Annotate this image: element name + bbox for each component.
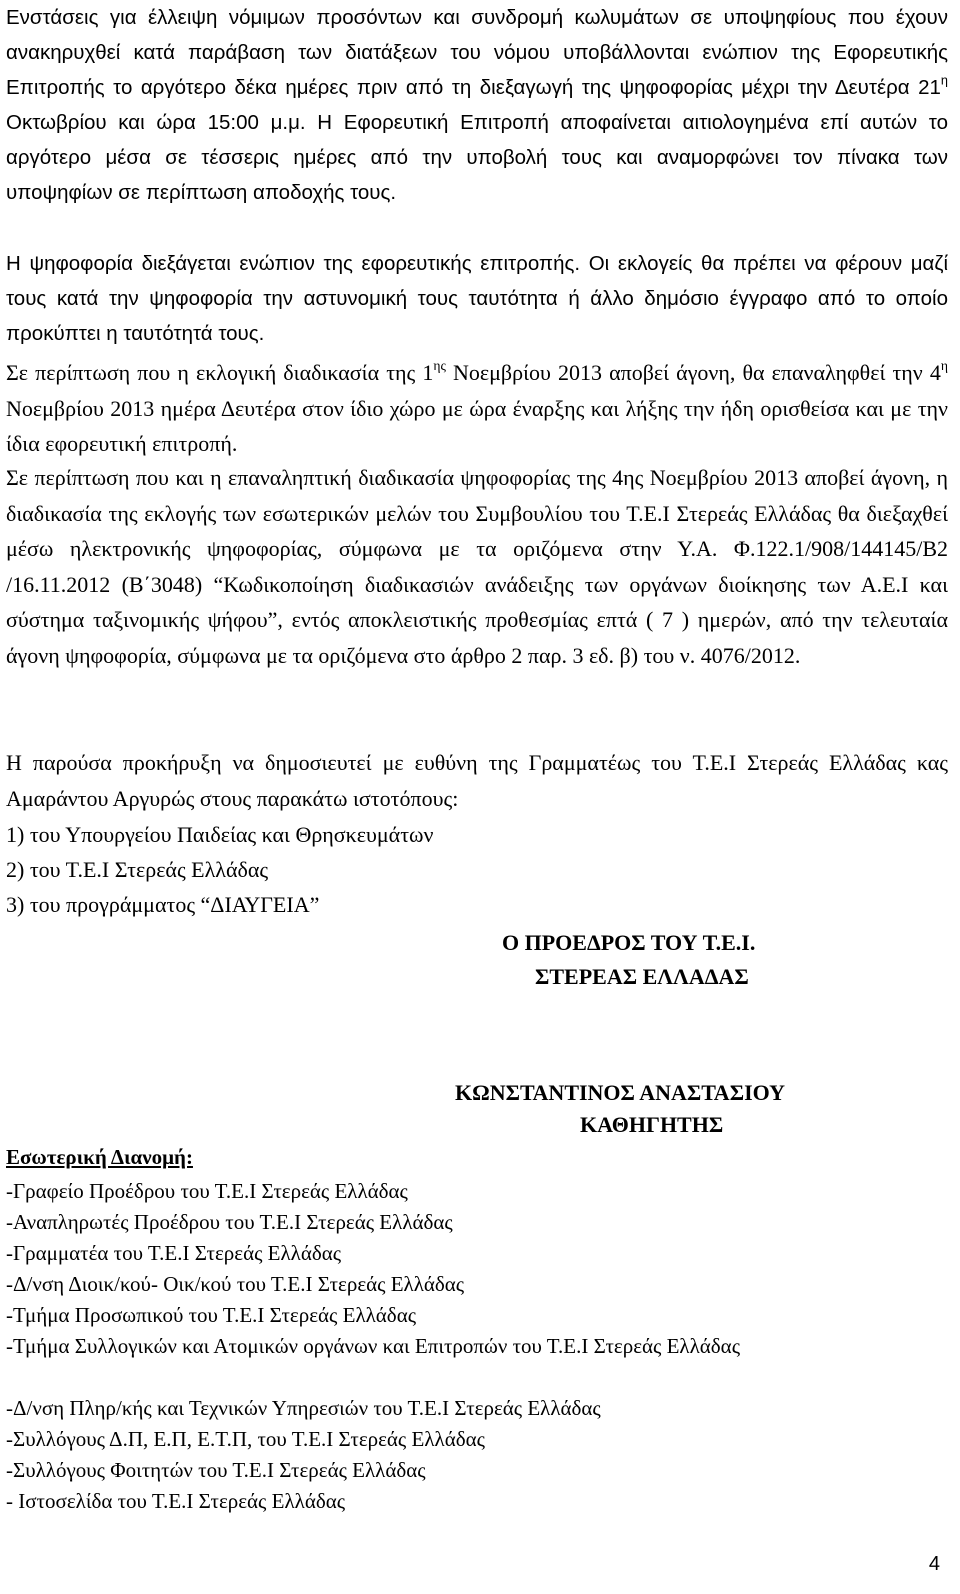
- distribution-item: -Δ/νση Διοικ/κού- Οικ/κού του Τ.Ε.Ι Στερεάς Ελλάδας: [6, 1272, 465, 1296]
- ordinal-superscript: η: [940, 357, 948, 373]
- publication-paragraph: Η παρούσα προκήρυξη να δημοσιευτεί με ευθύνη της Γραμματέως του Τ.Ε.Ι Στερεάς Ελλάδας κας Αμαράντου Αργυρώς στους παρακάτω ιστοτόπους:: [6, 750, 948, 811]
- website-item: 2) του Τ.Ε.Ι Στερεάς Ελλάδας: [6, 857, 269, 882]
- signatory-name: ΚΩΝΣΤΑΝΤΙΝΟΣ ΑΝΑΣΤΑΣΙΟΥ: [455, 1080, 786, 1105]
- objections-text-part2: Οκτωβρίου και ώρα 15:00 μ.μ. Η Εφορευτική Επιτροπή αποφαίνεται αιτιολογημένα επί αυτών το αργότερο μέσα σε τέσσερις ημέρες από την υποβολή τους και αναμορφώνει τον πίνακα των υποψηφίων σε περίπτωση αποδοχής τους.: [6, 111, 948, 204]
- signatory-title-line1: Ο ΠΡΟΕΔΡΟΣ ΤΟΥ Τ.Ε.Ι.: [502, 930, 756, 955]
- distribution-item: -Αναπληρωτές Προέδρου του Τ.Ε.Ι Στερεάς Ελλάδας: [6, 1210, 453, 1234]
- signatory-role: ΚΑΘΗΓΗΤΗΣ: [580, 1112, 724, 1137]
- distribution-item: -Γραμματέα του Τ.Ε.Ι Στερεάς Ελλάδας: [6, 1241, 342, 1265]
- electronic-voting-paragraph: Σε περίπτωση που και η επαναληπτική διαδικασία ψηφοφορίας της 4ης Νοεμβρίου 2013 αποβεί άγονη, η διαδικασία της εκλογής των εσωτερικών μελών του Συμβουλίου του Τ.Ε.Ι Στερεάς Ελλάδας θα διεξαχθεί μέσω ηλεκτρονικής ψηφοφορίας, σύμφωνα με τα οριζόμενα στην Υ.Α. Φ.122.1/908/144145/Β2 /16.11.2012 (Β΄3048) “Κωδικοποίηση διαδικασιών ανάδειξης των οργάνων διοίκησης των Α.Ε.Ι και σύστημα ταξινομικής ψήφου”, εντός αποκλειστικής προθεσμίας επτά ( 7 ) ημερών, από την τελευταία άγονη ψηφοφορία, σύμφωνα με τα οριζόμενα στο άρθρο 2 παρ. 3 εδ. β) του ν. 4076/2012.: [6, 465, 948, 668]
- website-item: 1) του Υπουργείου Παιδείας και Θρησκευμάτων: [6, 822, 434, 847]
- signatory-title-line2: ΣΤΕΡΕΑΣ ΕΛΛΑΔΑΣ: [535, 964, 749, 989]
- distribution-item: -Τμήμα Προσωπικού του Τ.Ε.Ι Στερεάς Ελλάδας: [6, 1303, 417, 1327]
- distribution-item: -Τμήμα Συλλογικών και Ατομικών οργάνων και Επιτροπών του Τ.Ε.Ι Στερεάς Ελλάδας: [6, 1334, 741, 1358]
- repeat-election-text-part1: Σε περίπτωση που η εκλογική διαδικασία της 1: [6, 360, 434, 385]
- distribution-item: - Ιστοσελίδα του Τ.Ε.Ι Στερεάς Ελλάδας: [6, 1489, 346, 1513]
- objections-paragraph: [6, 0, 948, 210]
- website-item: 3) του προγράμματος “ΔΙΑΥΓΕΙΑ”: [6, 892, 320, 917]
- repeat-election-text-part2: Νοεμβρίου 2013 αποβεί άγονη, θα επαναληφθεί την 4: [445, 360, 941, 385]
- objections-text-part1: Ενστάσεις για έλλειψη νόμιμων προσόντων και συνδρομή κωλυμάτων σε υποψηφίους που έχουν ανακηρυχθεί κατά παράβαση των διατάξεων του νόμου υποβάλλονται ενώπιον της Εφορευτικής Επιτροπής το αργότερο δέκα ημέρες πριν από τη διεξαγωγή της ψηφοφορίας μέχρι την Δευτέρα 21: [6, 6, 948, 99]
- page-number: 4: [928, 1553, 940, 1575]
- distribution-item: -Συλλόγους Δ.Π, Ε.Π, Ε.Τ.Π, του Τ.Ε.Ι Στερεάς Ελλάδας: [6, 1427, 485, 1451]
- distribution-heading: [6, 1142, 193, 1173]
- distribution-heading-text: Εσωτερική Διανομή:: [6, 1145, 193, 1169]
- voting-paragraph: Η ψηφοφορία διεξάγεται ενώπιον της εφορευτικής επιτροπής. Οι εκλογείς θα πρέπει να φέρουν μαζί τους κατά την ψηφοφορία την αστυνομική τους ταυτότητα ή άλλο δημόσιο έγγραφο από το οποίο προκύπτει η ταυτότητά τους.: [6, 252, 948, 345]
- distribution-item: -Γραφείο Προέδρου του Τ.Ε.Ι Στερεάς Ελλάδας: [6, 1179, 408, 1203]
- ordinal-superscript: η: [940, 72, 948, 88]
- repeat-election-text-part3: Νοεμβρίου 2013 ημέρα Δευτέρα στον ίδιο χώρο με ώρα έναρξης και λήξης την ήδη ορισθείσα και με την ίδια εφορευτική επιτροπή.: [6, 395, 948, 456]
- distribution-item: -Συλλόγους Φοιτητών του Τ.Ε.Ι Στερεάς Ελλάδας: [6, 1458, 426, 1482]
- repeat-election-paragraph: [6, 355, 948, 462]
- distribution-item: -Δ/νση Πληρ/κής και Τεχνικών Υπηρεσιών του Τ.Ε.Ι Στερεάς Ελλάδας: [6, 1396, 601, 1420]
- ordinal-superscript: ης: [433, 357, 446, 373]
